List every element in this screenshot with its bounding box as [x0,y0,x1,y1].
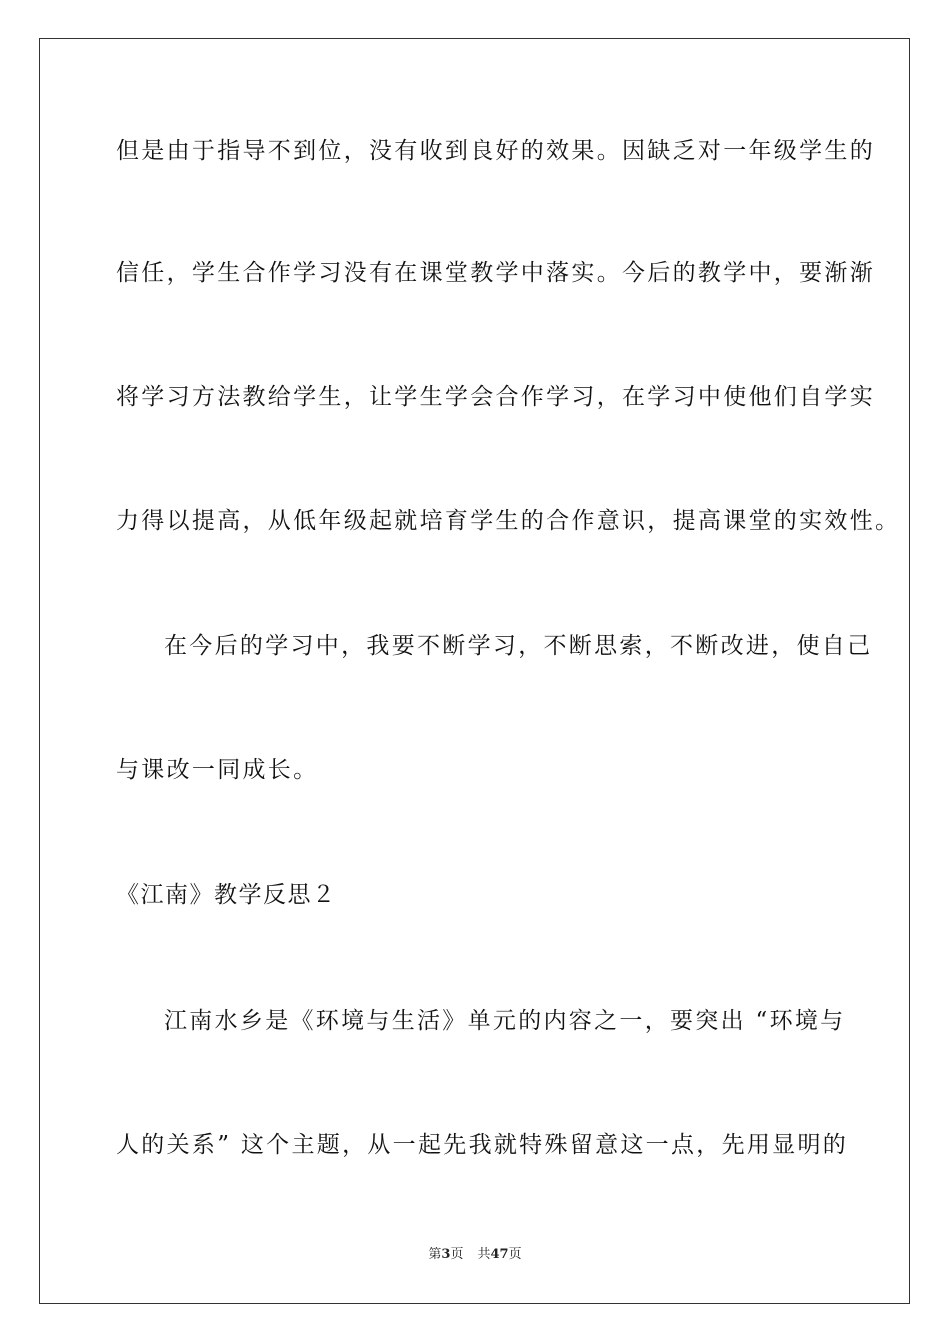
body-line-8-paragraph-start: 江南水乡是《环境与生活》单元的内容之一，要突出 “环境与 [164,1008,846,1034]
footer-page-suffix: 页 [450,1247,464,1262]
page-footer [0,1246,950,1264]
body-line-5-paragraph-start: 在今后的学习中，我要不断学习，不断思索，不断改进，使自己 [164,633,873,659]
body-line-4: 力得以提高，从低年级起就培育学生的合作意识，提高课堂的实效性。 [116,508,901,534]
body-line-2: 信任，学生合作学习没有在课堂教学中落实。今后的教学中，要渐渐 [116,260,875,286]
body-line-9: 人的关系” 这个主题，从一起先我就特殊留意这一点，先用显明的 [116,1132,849,1158]
footer-total-suffix: 页 [508,1247,522,1262]
footer-page-number: 3 [441,1247,451,1262]
footer-page-prefix: 第 [428,1247,442,1262]
footer-total-prefix: 共 [477,1247,491,1262]
body-line-1: 但是由于指导不到位，没有收到良好的效果。因缺乏对一年级学生的 [116,138,875,164]
body-line-3: 将学习方法教给学生，让学生学会合作学习，在学习中使他们自学实 [116,384,875,410]
footer-total-pages: 47 [490,1247,509,1262]
body-line-6: 与课改一同成长。 [116,757,319,783]
section-heading: 《江南》教学反思２ [116,882,337,908]
page-frame [39,38,910,1304]
